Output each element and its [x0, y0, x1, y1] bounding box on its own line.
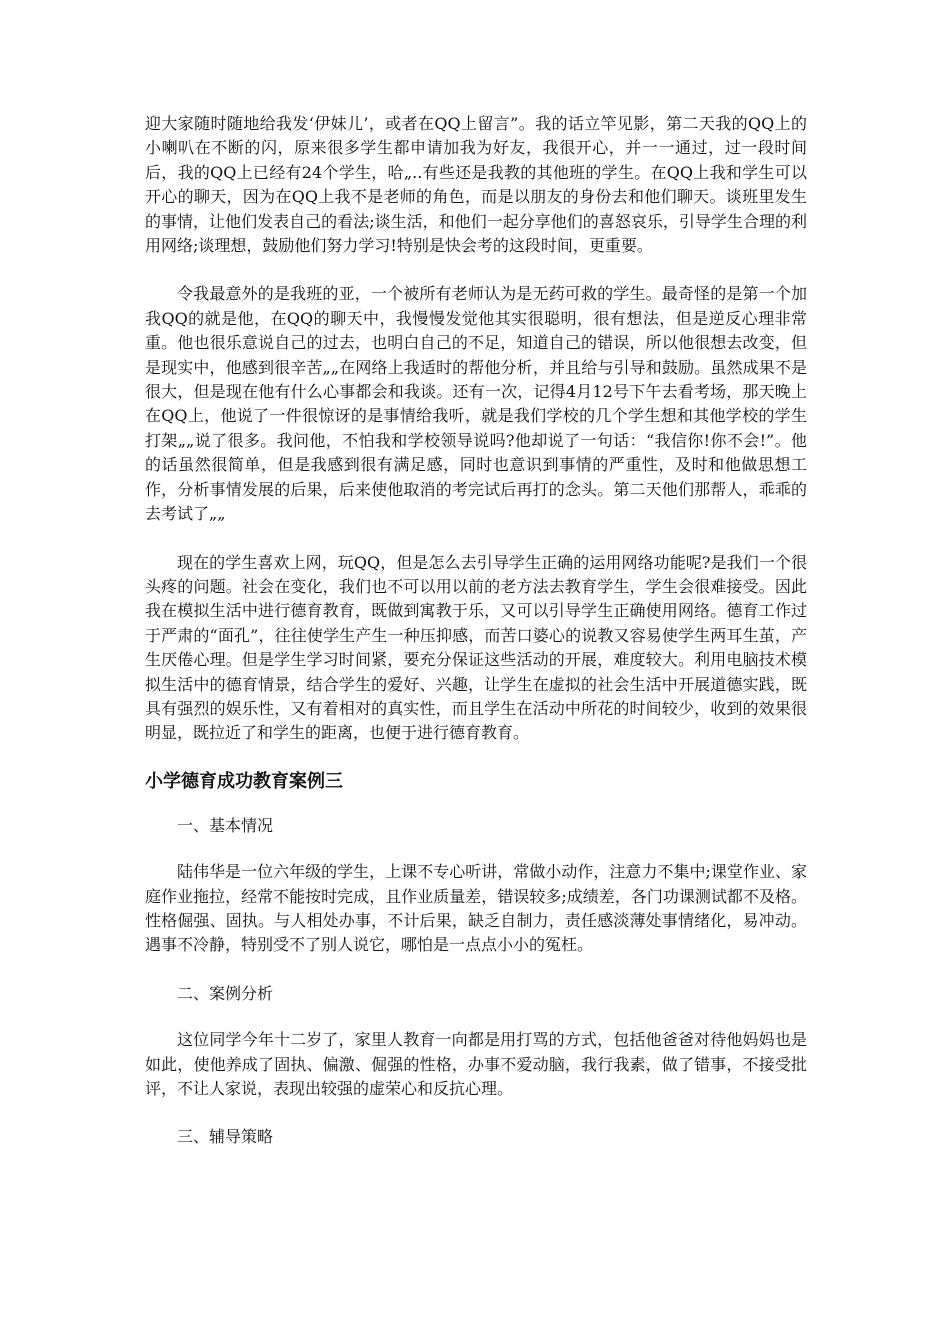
- paragraph-basic-info: 陆伟华是一位六年级的学生，上课不专心听讲，常做小动作，注意力不集中;课堂作业、家庭作业拖拉，经常不能按时完成，且作业质量差，错误较多;成绩差，各门功课测试都不及格。性格倔强、固执。与人相处办事，不计后果，缺乏自制力，责任感淡薄处事情绪化，易冲动。遇事不冷静，特别受不了别人说它，哪怕是一点点小小的冤枉。: [145, 862, 807, 955]
- paragraph-network-guidance: 现在的学生喜欢上网，玩QQ，但是怎么去引导学生正确的运用网络功能呢?是我们一个很头疼的问题。社会在变化，我们也不可以用以前的老方法去教育学生，学生会很难接受。因此我在模拟生活中进行德育教育，既做到寓教于乐，又可以引导学生正确使用网络。德育工作过于严肃的“面孔”，往往使学生产生一种压抑感，而苦口婆心的说教又容易使学生两耳生茧，产生厌倦心理。但是学生学习时间紧，要充分保证这些活动的开展，难度较大。利用电脑技术模拟生活中的德育情景，结合学生的爱好、兴趣，让学生在虚拟的社会生活中开展道德实践，既具有强烈的娱乐性，又有着相对的真实性，而且学生在活动中所花的时间较少，收到的效果很明显，既拉近了和学生的距离，也便于进行德育教育。: [145, 552, 807, 743]
- section-title: 小学德育成功教育案例三: [145, 770, 343, 792]
- subheading-case-analysis: 二、案例分析: [177, 983, 274, 1003]
- subheading-basic-info: 一、基本情况: [177, 815, 274, 835]
- subheading-strategy: 三、辅导策略: [177, 1127, 274, 1147]
- paragraph-student-ya: 令我最意外的是我班的亚，一个被所有老师认为是无药可救的学生。最奇怪的是第一个加我QQ的就是他，在QQ的聊天中，我慢慢发觉他其实很聪明，很有想法，但是逆反心理非常重。他也很乐意说自己的过去，也明白自己的不足，知道自己的错误，所以他很想去改变，但是现实中，他感到很辛苦„„在网络上我适时的帮他分析，并且给与引导和鼓励。虽然成果不是很大，但是现在他有什么心事都会和我谈。还有一次，记得4月12号下午去看考场，那天晚上在QQ上，他说了一件很惊讶的是事情给我听，就是我们学校的几个学生想和其他学校的学生打架„„说了很多。我问他，不怕我和学校领导说吗?他却说了一句话：“我信你!你不会!”。他的话虽然很简单，但是我感到很有满足感，同时也意识到事情的严重性，及时和他做思想工作，分析事情发展的后果，后来使他取消的考完试后再打的念头。第二天他们那帮人，乖乖的去考试了„„: [145, 284, 807, 524]
- paragraph-case-analysis: 这位同学今年十二岁了，家里人教育一向都是用打骂的方式，包括他爸爸对待他妈妈也是如此，使他养成了固执、偏激、倔强的性格，办事不爱动脑，我行我素，做了错事，不接受批评，不让人家说，表现出较强的虚荣心和反抗心理。: [145, 1030, 807, 1098]
- paragraph-qq-message: 迎大家随时随地给我发‘伊妹儿’，或者在QQ上留言”。我的话立竿见影，第二天我的QQ上的小喇叭在不断的闪，原来很多学生都申请加我为好友，我很开心，并一一通过，过一段时间后，我的QQ上已经有24个学生，哈„..有些还是我教的其他班的学生。在QQ上我和学生可以开心的聊天，因为在QQ上我不是老师的角色，而是以朋友的身份去和他们聊天。谈班里发生的事情，让他们发表自己的看法;谈生活，和他们一起分享他们的喜怒哀乐，引导学生合理的利用网络;谈理想，鼓励他们努力学习!特别是快会考的这段时间，更重要。: [145, 114, 807, 256]
- document-page: [145, 112, 807, 1172]
